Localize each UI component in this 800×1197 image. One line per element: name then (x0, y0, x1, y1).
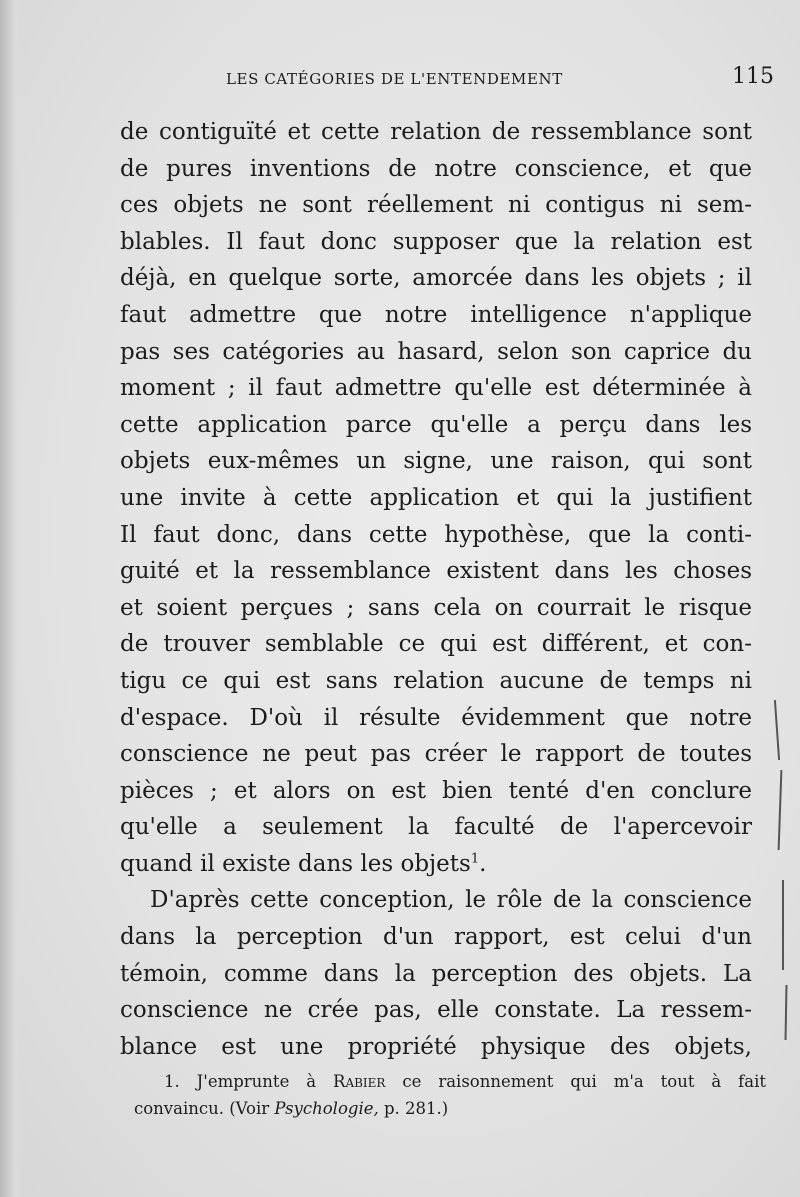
text-line: blance est une propriété physique des objets, (120, 1033, 752, 1060)
text-line: blables. Il faut donc supposer que la relation est (120, 228, 752, 255)
gutter-shadow (0, 0, 22, 1197)
text-line: moment ; il faut admettre qu'elle est déterminée à (120, 375, 752, 402)
footnote-line (134, 1068, 766, 1095)
text-line: de trouver semblable ce qui est différent, et con- (120, 631, 752, 658)
paragraph-period: . (479, 850, 487, 877)
text-line: conscience ne peut pas créer le rapport de toutes (120, 741, 752, 768)
margin-pencil-mark (778, 770, 782, 850)
running-title: LES CATÉGORIES DE L'ENTENDEMENT (226, 70, 563, 88)
text-line-paragraph-end (120, 846, 752, 883)
footnote-text: J'emprunte à (196, 1072, 317, 1091)
footnote-work-title: Psychologie, (274, 1099, 379, 1118)
text-line: d'espace. D'où il résulte évidemment que notre (120, 704, 752, 731)
footnote-reference: 1 (470, 851, 480, 867)
text-line: pas ses catégories au hasard, selon son caprice du (120, 338, 752, 365)
text-line: et soient perçues ; sans cela on courrait le risque (120, 594, 752, 621)
footnote (134, 1068, 766, 1122)
footnote-text: convaincu. (Voir (134, 1099, 270, 1118)
margin-pencil-mark (774, 700, 780, 760)
footnote-text: p. 281.) (383, 1099, 449, 1118)
margin-pencil-mark (785, 985, 787, 1040)
text-line: de contiguïté et cette relation de ressemblance sont (120, 119, 752, 145)
text-line: cette application parce qu'elle a perçu dans les (120, 411, 752, 438)
page-header (226, 64, 774, 100)
text-line: ces objets ne sont réellement ni contigus ni sem- (120, 192, 752, 219)
text-line: une invite à cette application et qui la justifient (120, 484, 752, 511)
text-line: conscience ne crée pas, elle constate. La ressem- (120, 997, 752, 1024)
footnote-number: 1. (164, 1072, 180, 1091)
text-line: qu'elle a seulement la faculté de l'apercevoir (120, 814, 752, 841)
footnote-text: ce raisonnement qui m'a tout à fait (402, 1072, 766, 1091)
text-line-paragraph-start: D'après cette conception, le rôle de la conscience (150, 887, 752, 914)
footnote-author: Rabier (333, 1072, 386, 1091)
text-line: pièces ; et alors on est bien tenté d'en conclure (120, 777, 752, 804)
margin-pencil-mark (782, 880, 784, 970)
text-line: témoin, comme dans la perception des objets. La (120, 960, 752, 987)
text-line: tigu ce qui est sans relation aucune de temps ni (120, 667, 752, 694)
page-number: 115 (732, 64, 774, 89)
text-line: de pures inventions de notre conscience, et que (120, 155, 752, 182)
text-line: dans la perception d'un rapport, est celui d'un (120, 924, 752, 951)
body-text (120, 114, 752, 1065)
text-line: Il faut donc, dans cette hypothèse, que la conti- (120, 521, 752, 548)
text-line: déjà, en quelque sorte, amorcée dans les objets ; il (120, 265, 752, 292)
text-line-content: quand il existe dans les objets (120, 850, 471, 877)
text-line: guité et la ressemblance existent dans les choses (120, 558, 752, 585)
text-line: faut admettre que notre intelligence n'applique (120, 301, 752, 328)
footnote-line (134, 1095, 766, 1122)
text-line: objets eux-mêmes un signe, une raison, qui sont (120, 448, 752, 475)
